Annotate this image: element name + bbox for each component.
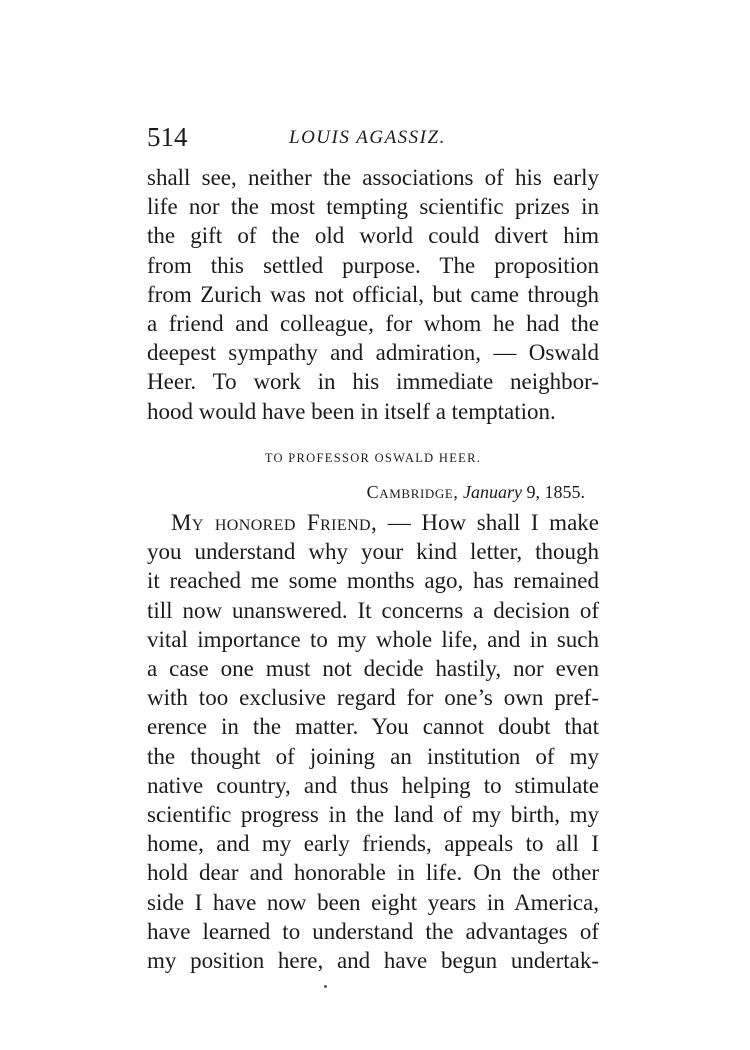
text-line: have learned to understand the advantages of: [147, 918, 599, 944]
ink-speck: [324, 985, 327, 988]
text-line: the thought of joining an institution of my: [147, 743, 599, 769]
text-line: life nor the most tempting scientific prizes in: [147, 194, 599, 220]
text-line: scientific progress in the land of my birth, my: [147, 802, 599, 828]
text-line: shall see, neither the associations of his early: [147, 165, 599, 190]
text-line: home, and my early friends, appeals to all I: [147, 831, 599, 857]
letter-year: 9, 1855.: [526, 482, 585, 502]
text-line: hold dear and honorable in life. On the other: [147, 860, 599, 886]
letter-body: [147, 508, 599, 975]
text-line: my position here, and have begun undertak-: [147, 948, 599, 974]
text-line: from this settled purpose. The proposition: [147, 252, 599, 278]
letter-heading: TO PROFESSOR OSWALD HEER.: [264, 451, 482, 465]
text-line: it reached me some months ago, has remained: [147, 568, 599, 594]
letter-place: Cambridge,: [366, 482, 459, 502]
letter-first-line: [147, 508, 599, 537]
letter-dateline: [147, 479, 585, 505]
page-number: 514: [147, 122, 188, 152]
letter-date: January: [463, 482, 522, 502]
text-line: erence in the matter. You cannot doubt that: [147, 714, 599, 740]
body-paragraph: [147, 163, 599, 426]
text-line: Heer. To work in his immediate neighbor-: [147, 369, 599, 395]
letter-salutation: My honored Friend,: [171, 510, 378, 535]
text-line: from Zurich was not official, but came through: [147, 281, 599, 307]
text-line: native country, and thus helping to stimulate: [147, 772, 599, 798]
text-line: till now unanswered. It concerns a decision of: [147, 597, 599, 623]
letter-first-line-rest: — How shall I make: [377, 510, 599, 535]
text-line: a case one must not decide hastily, nor even: [147, 656, 599, 682]
text-line: vital importance to my whole life, and in such: [147, 626, 599, 652]
text-line: side I have now been eight years in America,: [147, 889, 599, 915]
text-line: with too exclusive regard for one’s own pref-: [147, 685, 599, 711]
text-line: hood would have been in itself a temptation.: [147, 398, 556, 424]
text-line: the gift of the old world could divert him: [147, 223, 599, 249]
text-line: deepest sympathy and admiration, — Oswald: [147, 340, 599, 366]
text-line: a friend and colleague, for whom he had the: [147, 311, 599, 337]
running-head: LOUIS AGASSIZ.: [289, 127, 446, 148]
page-header: [147, 120, 597, 154]
text-line: you understand why your kind letter, though: [147, 539, 599, 565]
